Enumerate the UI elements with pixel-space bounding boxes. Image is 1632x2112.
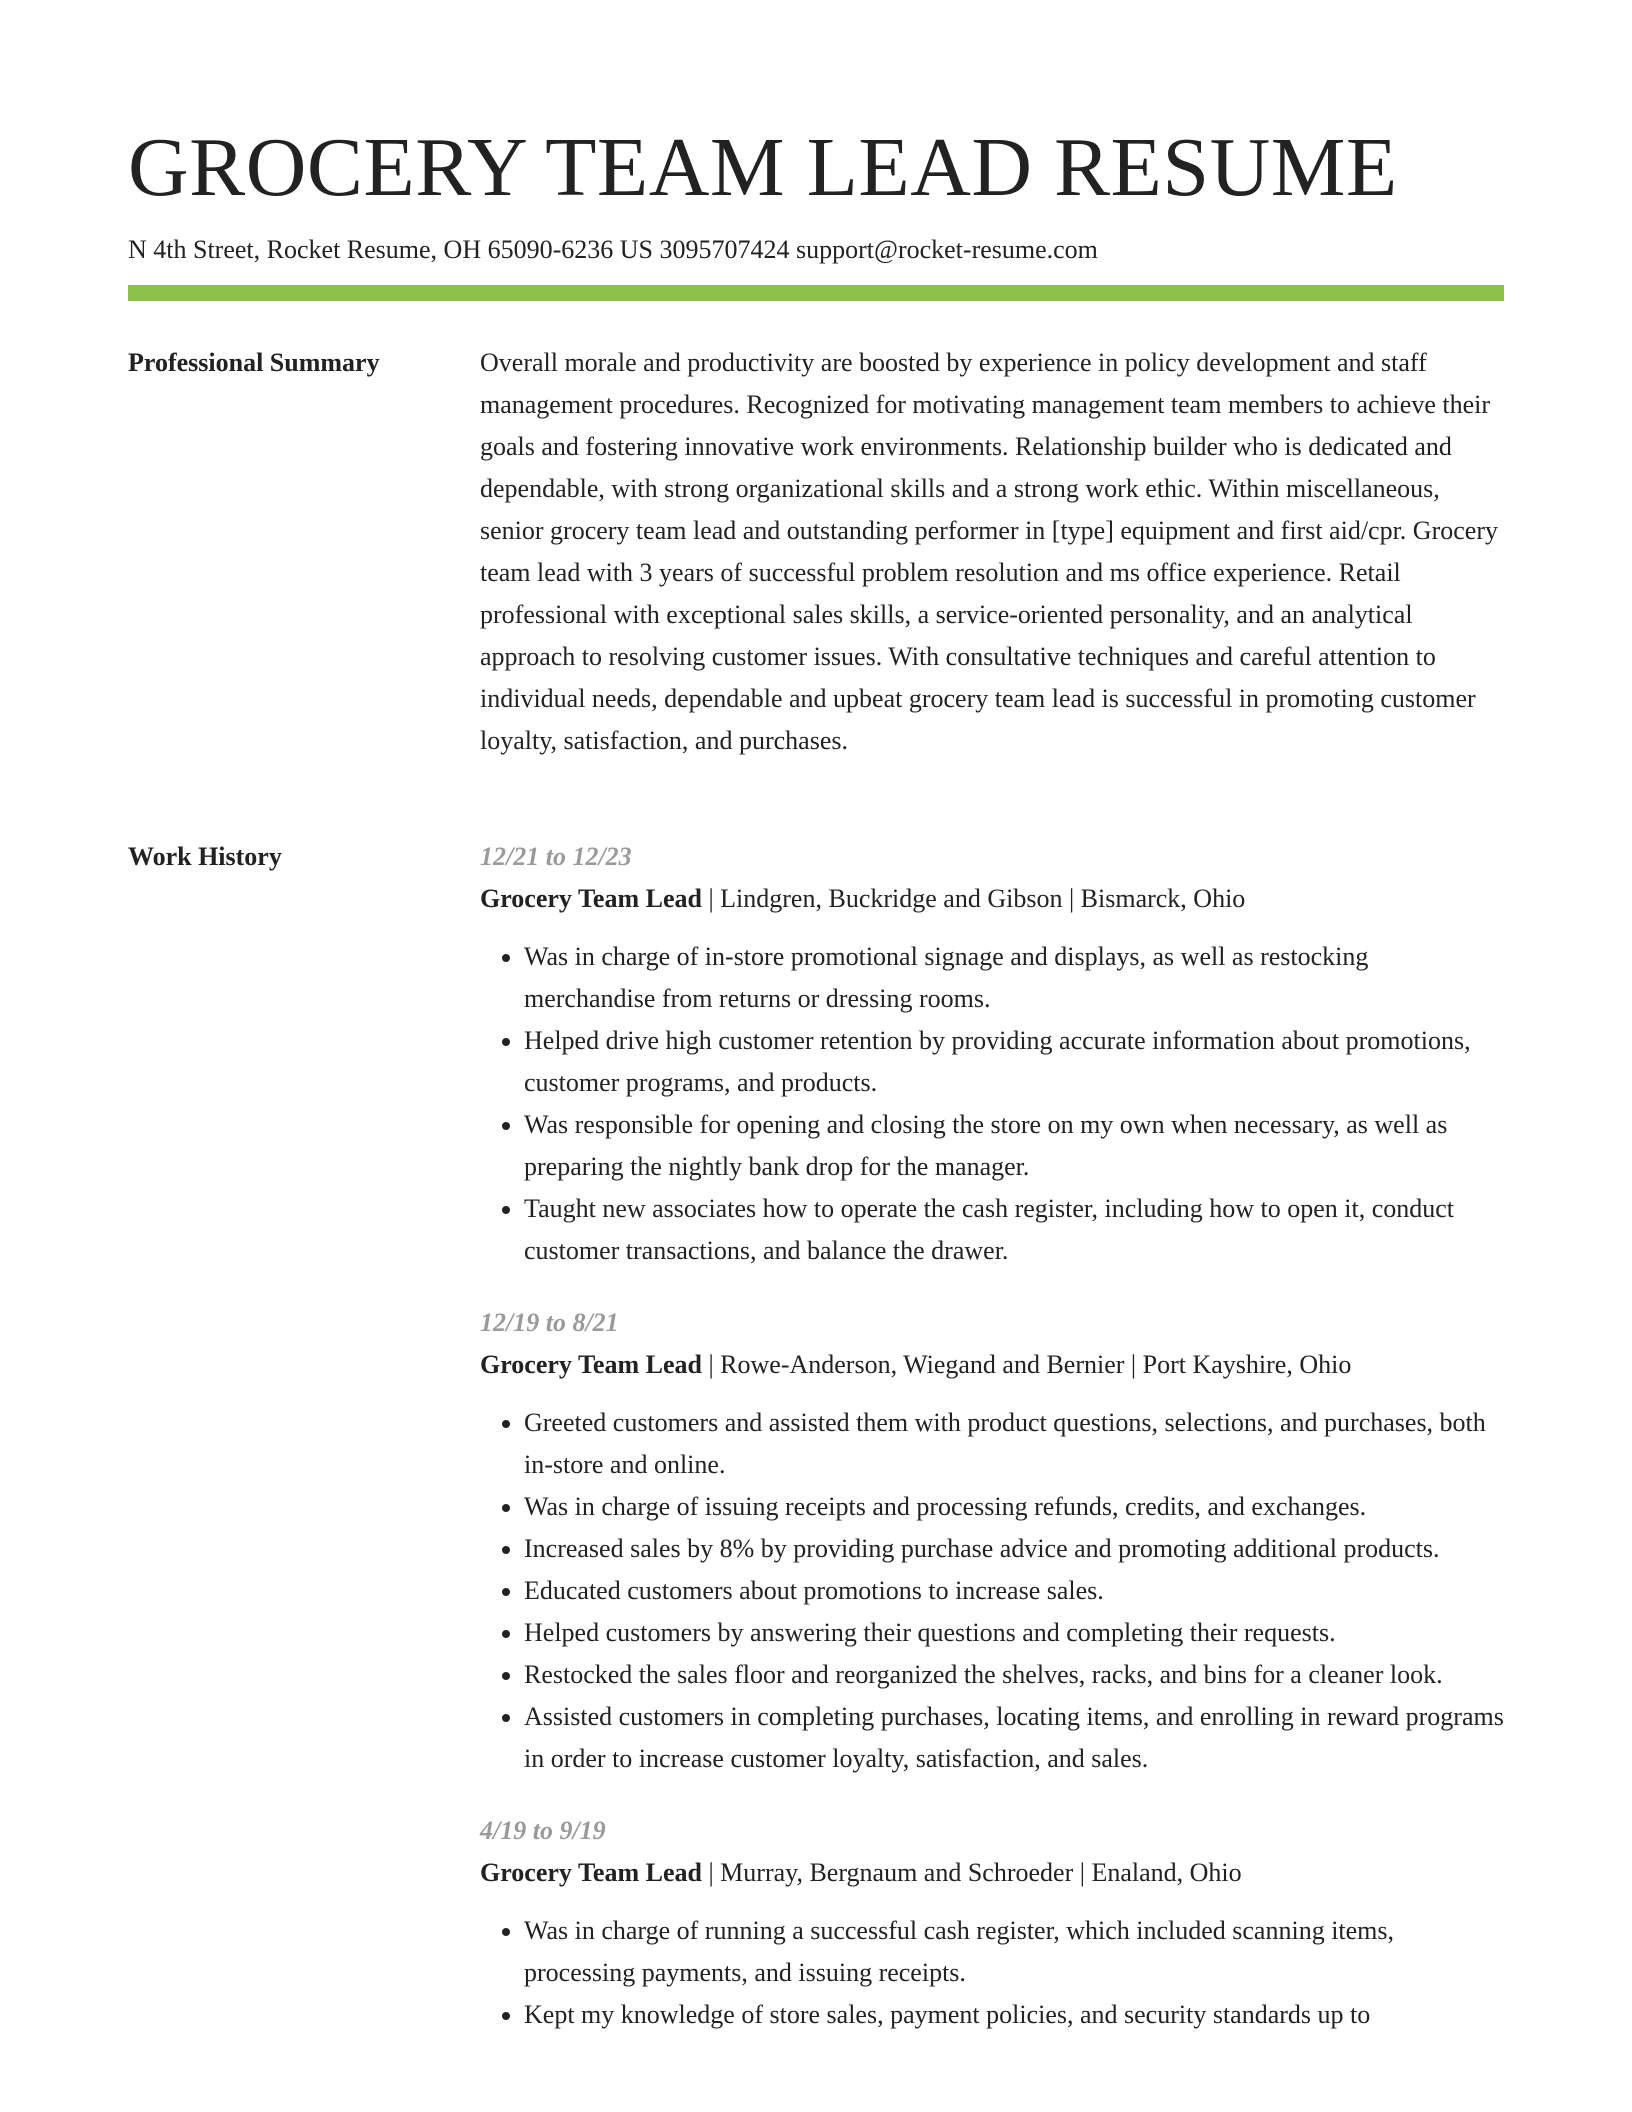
contact-line: N 4th Street, Rocket Resume, OH 65090-6236 US 3095707424 support@rocket-resume.com <box>128 235 1098 264</box>
summary-body <box>480 342 1504 762</box>
job-location: Bismarck, Ohio <box>1080 884 1246 913</box>
job-bullet: • Restocked the sales floor and reorganized the shelves, racks, and bins for a cleaner look. <box>524 1654 1504 1696</box>
job-bullet-list <box>480 1402 1504 1780</box>
separator: | <box>1062 884 1081 913</box>
job-bullet: • Greeted customers and assisted them with product questions, selections, and purchases, both in-store and online. <box>524 1402 1504 1486</box>
job-title: Grocery Team Lead <box>480 884 702 913</box>
job-bullet: • Was in charge of issuing receipts and processing refunds, credits, and exchanges. <box>524 1486 1504 1528</box>
job-entry <box>480 1302 1504 1780</box>
separator: | <box>701 1858 721 1887</box>
job-bullet: • Was in charge of running a successful cash register, which included scanning items, processing payments, and issuing receipts. <box>524 1910 1504 1994</box>
separator: | <box>701 1350 721 1379</box>
job-heading <box>480 878 1504 920</box>
job-dates: 12/21 to 12/23 <box>480 842 632 871</box>
separator: | <box>701 884 721 913</box>
job-bullet-list <box>480 936 1504 1272</box>
job-dates: 4/19 to 9/19 <box>480 1816 606 1845</box>
job-heading <box>480 1852 1504 1894</box>
job-company: Murray, Bergnaum and Schroeder <box>720 1858 1074 1887</box>
job-location: Port Kayshire, Ohio <box>1142 1350 1352 1379</box>
separator: | <box>1124 1350 1143 1379</box>
header-accent-rule <box>128 285 1504 301</box>
job-bullet: • Helped customers by answering their questions and completing their requests. <box>524 1612 1504 1654</box>
job-bullet: • Assisted customers in completing purchases, locating items, and enrolling in reward programs in order to increase customer loyalty, satisfaction, and sales. <box>524 1696 1504 1780</box>
summary-paragraph: Overall morale and productivity are boosted by experience in policy development and staff management procedures. Recognized for motivating management team members to achieve their goals and fostering innovative work environments. Relationship builder who is dedicated and dependable, with strong organizational skills and a strong work ethic. Within miscellaneous, senior grocery team lead and outstanding performer in [type] equipment and first aid/cpr. Grocery team lead with 3 years of successful problem resolution and ms office experience. Retail professional with exceptional sales skills, a service-oriented personality, and an analytical approach to resolving customer issues. With consultative techniques and careful attention to individual needs, dependable and upbeat grocery team lead is successful in promoting customer loyalty, satisfaction, and purchases. <box>480 348 1498 755</box>
job-bullet: • Helped drive high customer retention by providing accurate information about promotions, customer programs, and products. <box>524 1020 1504 1104</box>
job-company: Rowe-Anderson, Wiegand and Bernier <box>720 1350 1125 1379</box>
job-bullet: • Increased sales by 8% by providing purchase advice and promoting additional products. <box>524 1528 1504 1570</box>
job-title: Grocery Team Lead <box>480 1350 702 1379</box>
job-entry <box>480 1810 1504 2036</box>
job-title: Grocery Team Lead <box>480 1858 702 1887</box>
job-bullet: • Educated customers about promotions to increase sales. <box>524 1570 1504 1612</box>
separator: | <box>1073 1858 1092 1887</box>
job-company: Lindgren, Buckridge and Gibson <box>720 884 1063 913</box>
job-dates: 12/19 to 8/21 <box>480 1308 619 1337</box>
section-label-summary: Professional Summary <box>128 348 380 377</box>
resume-title: GROCERY TEAM LEAD RESUME <box>128 121 1398 214</box>
work-history-body <box>480 836 1504 2066</box>
job-heading <box>480 1344 1504 1386</box>
job-bullet: • Was responsible for opening and closing the store on my own when necessary, as well as preparing the nightly bank drop for the manager. <box>524 1104 1504 1188</box>
job-bullet: • Taught new associates how to operate the cash register, including how to open it, conduct customer transactions, and balance the drawer. <box>524 1188 1504 1272</box>
job-entry <box>480 836 1504 1272</box>
job-bullet-list <box>480 1910 1504 2036</box>
job-bullet: • Kept my knowledge of store sales, payment policies, and security standards up to <box>524 1994 1504 2036</box>
job-bullet: • Was in charge of in-store promotional signage and displays, as well as restocking merchandise from returns or dressing rooms. <box>524 936 1504 1020</box>
section-label-work-history: Work History <box>128 842 282 871</box>
job-location: Enaland, Ohio <box>1091 1858 1242 1887</box>
